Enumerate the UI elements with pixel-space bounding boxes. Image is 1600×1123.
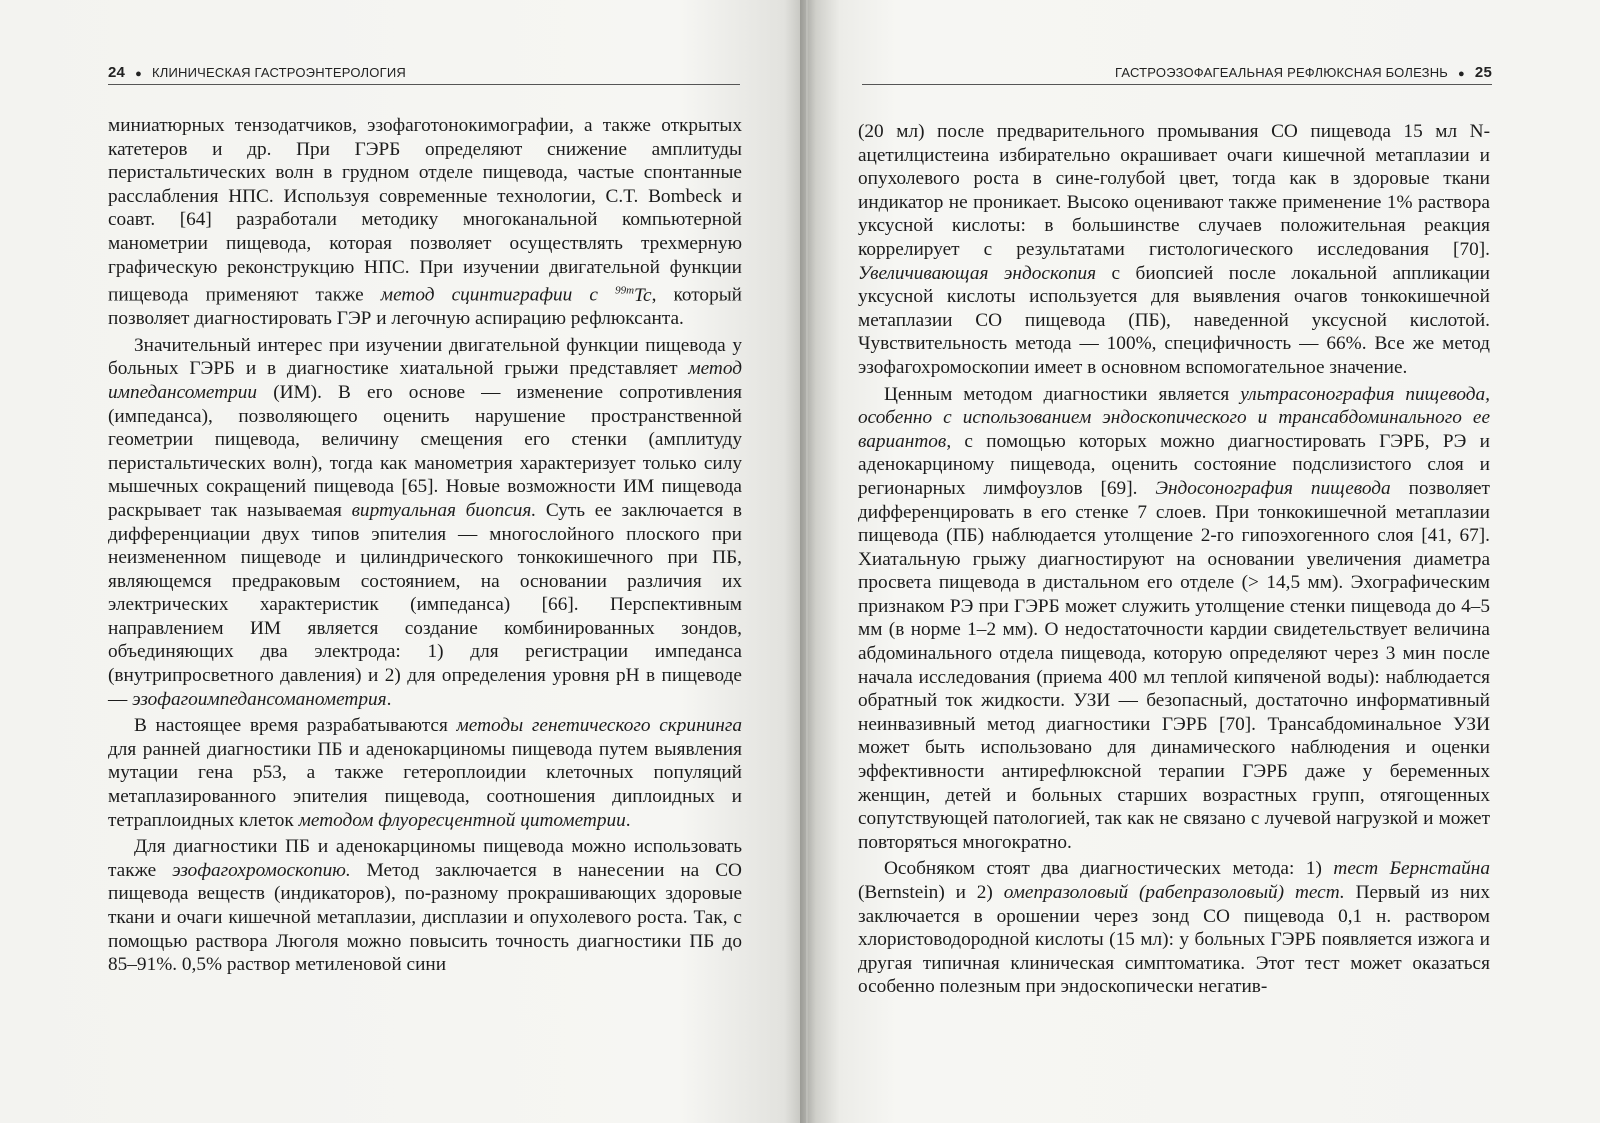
paragraph: Для диагностики ПБ и аденокарциномы пищевода можно использовать также эзофагохромоскопию. Метод заключается в нанесении на СО пищевода веществ (индикаторов), по-разному прокрашивающих здоровые ткани и очаги кишечной метаплазии, дисплазии и опухолевого роста. Так, с помощью раствора Люголя можно повысить точность диагностики ПБ до 85–91%. 0,5% раствор метиленовой сини <box>108 836 742 976</box>
left-page-number: 24 <box>108 64 126 81</box>
left-running-head <box>108 64 740 85</box>
left-text-column <box>108 114 742 977</box>
left-running-title: КЛИНИЧЕСКАЯ ГАСТРОЭНТЕРОЛОГИЯ <box>151 65 406 80</box>
right-running-head <box>862 64 1492 85</box>
right-text-column <box>858 120 1490 999</box>
bullet-icon: ● <box>1458 68 1465 80</box>
paragraph: Значительный интерес при изучении двигательной функции пищевода у больных ГЭРБ и в диагностике хиатальной грыжи представляет метод импедансометрии (ИМ). В его основе — изменение сопротивления (импеданса), позволяющего оценить нарушение пространственной геометрии пищевода, величину смещения его стенки (амплитуду перистальтических волн), тогда как манометрия характеризует только силу мышечных сокращений пищевода [65]. Новые возможности ИМ пищевода раскрывает так называемая виртуальная биопсия. Суть ее заключается в дифференциации двух типов эпителия — многослойного плоского при неизмененном пищеводе и цилиндрического тонкокишечного при ПБ, являющемся предраковым состоянием, на основании различия их электрических характеристик (импеданса) [66]. Перспективным направлением ИМ является создание комбинированных зондов, объединяющих два электрода: 1) для регистрации импеданса (внутрипросветного давления) и 2) для определения уровня pH в пищеводе — эзофагоимпедансоманометрия. <box>108 334 742 710</box>
paragraph: Ценным методом диагностики является ультрасонография пищевода, особенно с использованием эндоскопического и трансабдоминального ее вариантов, с помощью которых можно диагностировать ГЭРБ, РЭ и аденокарциному пищевода, оценить состояние подслизистого слоя и регионарных лимфоузлов [69]. Эндосонография пищевода позволяет дифференцировать в его стенке 7 слоев. При тонкокишечной метаплазии пищевода (ПБ) наблюдается утолщение 2-го гипоэхогенного слоя [41, 67]. Хиатальную грыжу диагностируют на основании увеличения диаметра просвета пищевода в дистальном его отделе (> 14,5 мм). Эхографическим признаком РЭ при ГЭРБ может служить утолщение стенки пищевода до 4–5 мм (в норме 1–2 мм). О недостаточности кардии свидетельствует величина абдоминального отдела пищевода, которую определяют через 3 мин после начала исследования (приема 400 мл теплой кипяченой воды): наблюдается обратный ток жидкости. УЗИ — безопасный, достаточно информативный неинвазивный метод диагностики ГЭРБ [70]. Трансабдоминальное УЗИ может быть использовано для динамического наблюдения и оценки эффективности антирефлюксной терапии ГЭРБ даже у беременных женщин, детей и больных старших возрастных групп, отягощенных сопутствующей патологией, так как не связано с лучевой нагрузкой и может повторяться многократно. <box>858 383 1490 853</box>
paragraph: В настоящее время разрабатываются методы генетического скрининга для ранней диагностики ПБ и аденокарциномы пищевода путем выявления мутации гена p53, а также гетероплоидии клеточных популяций метаплазированного эпителия пищевода, соотношения диплоидных и тетраплоидных клеток методом флуоресцентной цитометрии. <box>108 715 743 831</box>
right-page <box>800 0 1600 1123</box>
paragraph: Особняком стоят два диагностических метода: 1) тест Бернстайна (Bernstein) и 2) омепразоловый (рабепразоловый) тест. Первый из них заключается в орошении через зонд СО пищевода 0,1 н. раствором хлористоводородной кислоты (15 мл): у больных ГЭРБ появляется изжога и другая типичная клиническая симптоматика. Этот тест может оказаться особенно полезным при эндоскопически негатив- <box>858 858 1490 998</box>
book-gutter <box>806 0 808 1123</box>
paragraph: (20 мл) после предварительного промывания СО пищевода 15 мл N-ацетилцистеина избирательно окрашивает очаги кишечной метаплазии и опухолевого роста в сине-голубой цвет, тогда как в здоровые ткани индикатор не проникает. Высоко оценивают также применение 1% раствора уксусной кислоты: в большинстве случаев положительная реакция коррелирует с результатами гистологического исследования [70]. Увеличивающая эндоскопия с биопсией после локальной аппликации уксусной кислоты используется для выявления очагов тонкокишечной метаплазии СО пищевода (ПБ), наведенной уксусной кислотой. Чувствительность метода — 100%, специфичность — 66%. Все же метод эзофагохромоскопии имеет в основном вспомогательное значение. <box>858 121 1490 378</box>
right-page-number: 25 <box>1474 64 1492 81</box>
paragraph: миниатюрных тензодатчиков, эзофаготонокимографии, а также открытых катетеров и др. При ГЭРБ определяют снижение амплитуды перистальтических волн в грудном отделе пищевода, частые спонтанные расслабления НПС. Используя современные технологии, C.T. Bombeck и соавт. [64] разработали методику многоканальной компьютерной манометрии пищевода, которая позволяет осуществлять трехмерную графическую реконструкцию НПС. При изучении двигательной функции пищевода применяют также метод сцинтиграфии с $^{99m}$Tc, который позволяет диагностировать ГЭР и легочную аспирацию рефлюксанта. <box>108 115 742 330</box>
right-running-title: ГАСТРОЭЗОФАГЕАЛЬНАЯ РЕФЛЮКСНАЯ БОЛЕЗНЬ <box>1115 65 1449 80</box>
bullet-icon: ● <box>135 68 142 80</box>
